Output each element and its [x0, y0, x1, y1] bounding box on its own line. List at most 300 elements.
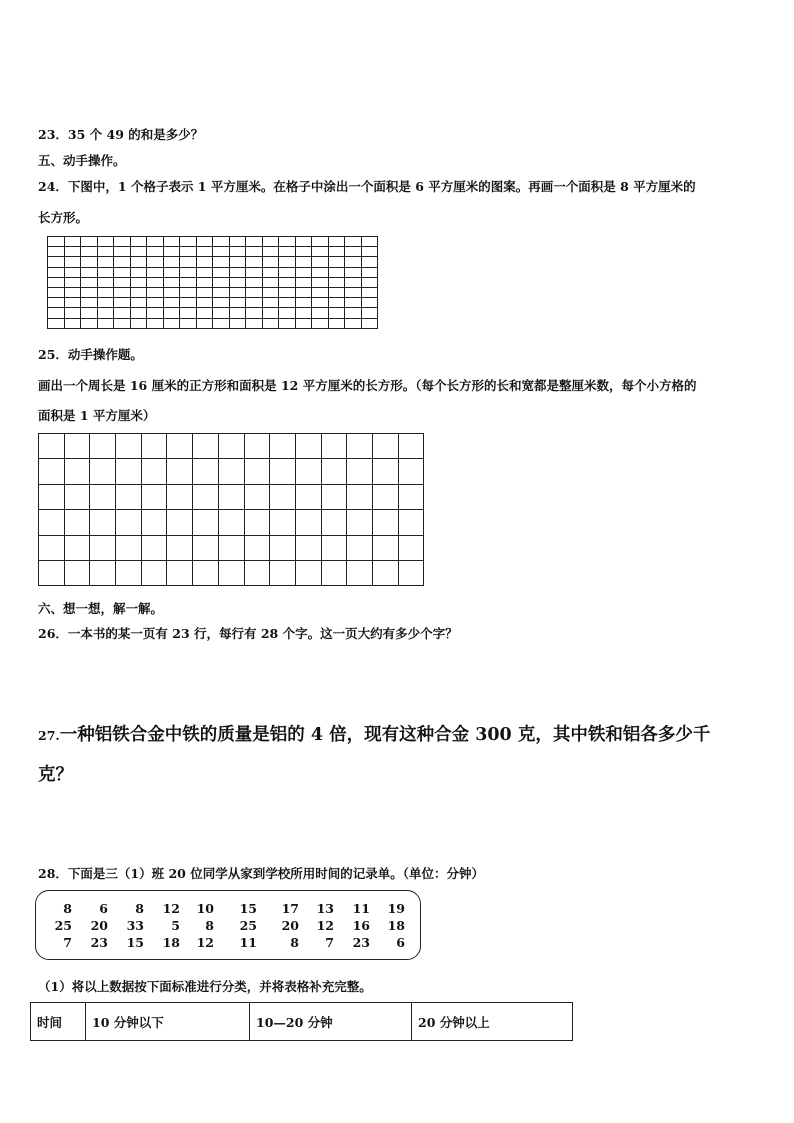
grid-cell: [312, 308, 329, 318]
grid-cell: [229, 237, 246, 247]
record-value: 11: [352, 901, 370, 916]
grid-cell: [244, 459, 270, 484]
grid-cell: [180, 318, 197, 328]
table-header-cell: 10 分钟以下: [86, 1003, 250, 1041]
square-grid-small: [47, 236, 378, 329]
grid-cell: [64, 277, 81, 287]
grid-cell: [90, 560, 116, 585]
question-27-line2: 克？: [38, 765, 73, 785]
section-6-heading: 六、想一想，解一解。: [38, 601, 164, 616]
grid-cell: [163, 267, 180, 277]
grid-cell: [48, 287, 65, 297]
grid-cell: [130, 267, 147, 277]
grid-cell: [312, 277, 329, 287]
record-value: 25: [54, 918, 72, 933]
record-value: 23: [352, 935, 370, 950]
grid-cell: [116, 459, 142, 484]
grid-cell: [218, 535, 244, 560]
grid-cell: [213, 308, 230, 318]
grid-cell: [97, 267, 114, 277]
grid-cell: [97, 257, 114, 267]
grid-row: [48, 247, 378, 257]
section-5-heading: 五、动手操作。: [38, 153, 126, 168]
grid-cell: [213, 257, 230, 267]
grid-cell: [141, 560, 167, 585]
grid-cell: [321, 510, 347, 535]
grid-cell: [97, 287, 114, 297]
grid-cell: [328, 318, 345, 328]
grid-cell: [279, 287, 296, 297]
question-24-line1: 24．下图中，1 个格子表示 1 平方厘米。在格子中涂出一个面积是 6 平方厘米的图案。再画一个面积是 8 平方厘米的: [38, 179, 696, 194]
grid-cell: [81, 237, 98, 247]
grid-cell: [116, 434, 142, 459]
grid-cell: [64, 267, 81, 277]
grid-cell: [398, 459, 424, 484]
table-header-cell: 10—20 分钟: [250, 1003, 412, 1041]
grid-cell: [48, 247, 65, 257]
record-value: 7: [63, 935, 72, 950]
grid-row: [48, 298, 378, 308]
grid-cell: [130, 308, 147, 318]
question-23: 23．35 个 49 的和是多少？: [38, 127, 204, 142]
grid-cell: [295, 308, 312, 318]
grid-cell: [64, 484, 90, 509]
record-value: 8: [63, 901, 72, 916]
grid-cell: [262, 257, 279, 267]
grid-cell: [321, 560, 347, 585]
grid-cell: [295, 267, 312, 277]
grid-cell: [270, 560, 296, 585]
grid-cell: [295, 484, 321, 509]
grid-cell: [116, 560, 142, 585]
grid-cell: [213, 237, 230, 247]
grid-cell: [48, 237, 65, 247]
grid-row: [48, 308, 378, 318]
grid-cell: [81, 287, 98, 297]
grid-cell: [163, 257, 180, 267]
grid-cell: [48, 298, 65, 308]
table-row: [31, 1003, 573, 1041]
grid-cell: [262, 267, 279, 277]
grid-cell: [213, 267, 230, 277]
grid-cell: [345, 237, 362, 247]
grid-cell: [64, 287, 81, 297]
grid-cell: [279, 308, 296, 318]
grid-cell: [262, 237, 279, 247]
time-record-box: [35, 890, 421, 960]
grid-cell: [48, 267, 65, 277]
grid-cell: [81, 257, 98, 267]
grid-row: [39, 560, 424, 585]
grid-cell: [196, 277, 213, 287]
grid-cell: [64, 257, 81, 267]
grid-cell: [147, 298, 164, 308]
grid-cell: [279, 247, 296, 257]
grid-cell: [114, 308, 131, 318]
grid-cell: [141, 510, 167, 535]
question-27-text: 一种铝铁合金中铁的质量是铝的 4 倍，现有这种合金 300 克，其中铁和铝各多少千: [59, 725, 711, 745]
grid-cell: [328, 308, 345, 318]
grid-cell: [39, 484, 65, 509]
grid-cell: [97, 237, 114, 247]
grid-cell: [196, 237, 213, 247]
grid-cell: [64, 237, 81, 247]
grid-row: [39, 484, 424, 509]
grid-cell: [328, 287, 345, 297]
grid-cell: [39, 510, 65, 535]
grid-cell: [193, 459, 219, 484]
grid-cell: [262, 318, 279, 328]
grid-cell: [167, 434, 193, 459]
grid-cell: [361, 308, 378, 318]
grid-cell: [114, 267, 131, 277]
grid-cell: [295, 560, 321, 585]
grid-cell: [229, 267, 246, 277]
grid-cell: [180, 277, 197, 287]
grid-cell: [97, 308, 114, 318]
grid-cell: [398, 484, 424, 509]
grid-cell: [295, 318, 312, 328]
grid-cell: [196, 318, 213, 328]
grid-cell: [64, 308, 81, 318]
grid-cell: [361, 298, 378, 308]
question-25-line2: 面积是 1 平方厘米）: [38, 408, 156, 423]
grid-cell: [295, 298, 312, 308]
grid-cell: [347, 535, 373, 560]
grid-cell: [295, 510, 321, 535]
record-value: 12: [316, 918, 334, 933]
record-value: 6: [396, 935, 405, 950]
grid-cell: [114, 298, 131, 308]
grid-cell: [347, 434, 373, 459]
grid-cell: [90, 510, 116, 535]
record-value: 15: [126, 935, 144, 950]
grid-cell: [180, 287, 197, 297]
grid-cell: [244, 535, 270, 560]
grid-cell: [328, 237, 345, 247]
question-25-line1: 画出一个周长是 16 厘米的正方形和面积是 12 平方厘米的长方形。（每个长方形的长和宽都是整厘米数，每个小方格的: [38, 378, 697, 393]
grid-cell: [347, 484, 373, 509]
grid-cell: [81, 318, 98, 328]
grid-cell: [321, 484, 347, 509]
grid-cell: [295, 257, 312, 267]
grid-cell: [193, 535, 219, 560]
grid-cell: [312, 318, 329, 328]
grid-cell: [372, 484, 398, 509]
grid-cell: [270, 459, 296, 484]
grid-cell: [246, 257, 263, 267]
question-24-line2: 长方形。: [38, 210, 89, 225]
grid-cell: [97, 318, 114, 328]
record-value: 12: [162, 901, 180, 916]
record-value: 25: [239, 918, 257, 933]
grid-cell: [180, 298, 197, 308]
grid-cell: [147, 318, 164, 328]
grid-cell: [345, 298, 362, 308]
grid-cell: [361, 277, 378, 287]
grid-cell: [279, 318, 296, 328]
grid-cell: [64, 247, 81, 257]
record-value: 6: [99, 901, 108, 916]
grid-cell: [398, 434, 424, 459]
grid-cell: [347, 459, 373, 484]
grid-cell: [64, 459, 90, 484]
grid-cell: [130, 298, 147, 308]
grid-cell: [39, 434, 65, 459]
grid-cell: [347, 560, 373, 585]
grid-cell: [328, 257, 345, 267]
grid-cell: [321, 459, 347, 484]
grid-cell: [372, 510, 398, 535]
grid-cell: [312, 257, 329, 267]
grid-cell: [167, 459, 193, 484]
grid-cell: [229, 257, 246, 267]
question-27-line1: [38, 721, 710, 746]
table-header-cell: 20 分钟以上: [412, 1003, 573, 1041]
grid-cell: [262, 277, 279, 287]
grid-cell: [114, 287, 131, 297]
grid-cell: [262, 298, 279, 308]
grid-cell: [180, 257, 197, 267]
grid-cell: [39, 560, 65, 585]
grid-cell: [163, 247, 180, 257]
grid-cell: [279, 298, 296, 308]
grid-row: [48, 318, 378, 328]
record-value: 15: [239, 901, 257, 916]
grid-cell: [312, 298, 329, 308]
grid-cell: [345, 287, 362, 297]
grid-cell: [90, 459, 116, 484]
grid-cell: [244, 560, 270, 585]
grid-cell: [64, 535, 90, 560]
grid-cell: [345, 247, 362, 257]
grid-cell: [244, 434, 270, 459]
grid-row: [39, 434, 424, 459]
grid-cell: [279, 237, 296, 247]
grid-cell: [218, 459, 244, 484]
grid-cell: [295, 247, 312, 257]
grid-cell: [295, 434, 321, 459]
record-value: 20: [281, 918, 299, 933]
grid-cell: [48, 257, 65, 267]
record-value: 12: [196, 935, 214, 950]
grid-cell: [81, 267, 98, 277]
record-value: 18: [387, 918, 405, 933]
grid-cell: [114, 257, 131, 267]
grid-cell: [147, 277, 164, 287]
grid-cell: [321, 535, 347, 560]
grid-cell: [116, 510, 142, 535]
grid-cell: [347, 510, 373, 535]
grid-cell: [48, 318, 65, 328]
grid-cell: [147, 308, 164, 318]
grid-row: [48, 257, 378, 267]
question-25-title: 25．动手操作题。: [38, 347, 143, 362]
grid-cell: [81, 247, 98, 257]
grid-cell: [361, 318, 378, 328]
grid-cell: [90, 535, 116, 560]
grid-cell: [39, 535, 65, 560]
grid-cell: [130, 277, 147, 287]
grid-row: [39, 535, 424, 560]
grid-cell: [213, 298, 230, 308]
grid-cell: [246, 287, 263, 297]
grid-cell: [218, 560, 244, 585]
record-value: 17: [281, 901, 299, 916]
grid-cell: [130, 237, 147, 247]
grid-cell: [180, 247, 197, 257]
grid-cell: [229, 287, 246, 297]
grid-cell: [90, 484, 116, 509]
record-value: 19: [387, 901, 405, 916]
grid-cell: [163, 298, 180, 308]
grid-cell: [246, 277, 263, 287]
grid-cell: [345, 267, 362, 277]
grid-cell: [97, 277, 114, 287]
grid-cell: [229, 277, 246, 287]
grid-cell: [130, 247, 147, 257]
grid-cell: [180, 267, 197, 277]
grid-cell: [295, 237, 312, 247]
grid-cell: [328, 277, 345, 287]
grid-cell: [130, 257, 147, 267]
grid-cell: [295, 287, 312, 297]
table-header-cell: 时间: [31, 1003, 86, 1041]
grid-cell: [361, 237, 378, 247]
record-value: 8: [205, 918, 214, 933]
grid-cell: [229, 308, 246, 318]
question-28: 28．下面是三（1）班 20 位同学从家到学校所用时间的记录单。（单位：分钟）: [38, 866, 484, 881]
grid-row: [39, 459, 424, 484]
grid-cell: [279, 267, 296, 277]
record-value: 23: [90, 935, 108, 950]
grid-cell: [279, 257, 296, 267]
grid-cell: [218, 484, 244, 509]
grid-cell: [213, 287, 230, 297]
grid-cell: [312, 247, 329, 257]
grid-cell: [147, 267, 164, 277]
grid-cell: [90, 434, 116, 459]
grid-cell: [361, 287, 378, 297]
grid-cell: [116, 535, 142, 560]
classification-table: [30, 1002, 573, 1041]
grid-cell: [312, 287, 329, 297]
grid-cell: [295, 535, 321, 560]
square-grid-large: [38, 433, 424, 586]
grid-cell: [345, 257, 362, 267]
grid-cell: [246, 298, 263, 308]
grid-cell: [64, 560, 90, 585]
grid-cell: [141, 535, 167, 560]
record-value: 8: [290, 935, 299, 950]
grid-cell: [196, 298, 213, 308]
grid-cell: [167, 535, 193, 560]
record-value: 16: [352, 918, 370, 933]
grid-cell: [361, 247, 378, 257]
grid-cell: [81, 308, 98, 318]
grid-cell: [114, 277, 131, 287]
record-value: 20: [90, 918, 108, 933]
grid-cell: [116, 484, 142, 509]
grid-cell: [398, 510, 424, 535]
grid-cell: [130, 287, 147, 297]
grid-cell: [270, 535, 296, 560]
question-26: 26．一本书的某一页有 23 行，每行有 28 个字。这一页大约有多少个字？: [38, 626, 458, 641]
grid-cell: [262, 287, 279, 297]
record-value: 8: [135, 901, 144, 916]
grid-row: [48, 237, 378, 247]
question-28-sub1: （1）将以上数据按下面标准进行分类，并将表格补充完整。: [38, 979, 372, 994]
grid-cell: [262, 247, 279, 257]
grid-cell: [114, 237, 131, 247]
grid-cell: [312, 267, 329, 277]
grid-cell: [147, 257, 164, 267]
grid-cell: [262, 308, 279, 318]
grid-cell: [246, 308, 263, 318]
grid-cell: [114, 247, 131, 257]
grid-cell: [147, 287, 164, 297]
grid-cell: [244, 510, 270, 535]
grid-cell: [213, 318, 230, 328]
grid-cell: [141, 459, 167, 484]
grid-cell: [361, 267, 378, 277]
grid-cell: [163, 277, 180, 287]
grid-cell: [48, 308, 65, 318]
record-value: 10: [196, 901, 214, 916]
grid-cell: [196, 267, 213, 277]
grid-cell: [180, 308, 197, 318]
grid-cell: [372, 434, 398, 459]
grid-cell: [114, 318, 131, 328]
grid-cell: [167, 560, 193, 585]
record-value: 18: [162, 935, 180, 950]
grid-cell: [130, 318, 147, 328]
grid-cell: [270, 434, 296, 459]
grid-cell: [295, 459, 321, 484]
grid-cell: [345, 318, 362, 328]
grid-cell: [147, 247, 164, 257]
grid-cell: [218, 510, 244, 535]
grid-cell: [328, 298, 345, 308]
grid-cell: [328, 247, 345, 257]
grid-cell: [193, 560, 219, 585]
grid-cell: [345, 308, 362, 318]
grid-cell: [196, 247, 213, 257]
grid-cell: [372, 560, 398, 585]
record-value: 33: [126, 918, 144, 933]
grid-cell: [39, 459, 65, 484]
grid-cell: [167, 484, 193, 509]
grid-cell: [372, 459, 398, 484]
question-27-number: 27.: [38, 728, 60, 743]
grid-cell: [64, 298, 81, 308]
grid-cell: [270, 484, 296, 509]
grid-cell: [312, 237, 329, 247]
grid-row: [48, 287, 378, 297]
grid-cell: [97, 298, 114, 308]
grid-cell: [398, 535, 424, 560]
grid-cell: [64, 510, 90, 535]
grid-cell: [163, 287, 180, 297]
grid-cell: [229, 318, 246, 328]
grid-cell: [147, 237, 164, 247]
grid-cell: [229, 247, 246, 257]
grid-cell: [229, 298, 246, 308]
grid-cell: [196, 287, 213, 297]
grid-cell: [81, 298, 98, 308]
grid-cell: [64, 318, 81, 328]
record-value: 11: [239, 935, 257, 950]
